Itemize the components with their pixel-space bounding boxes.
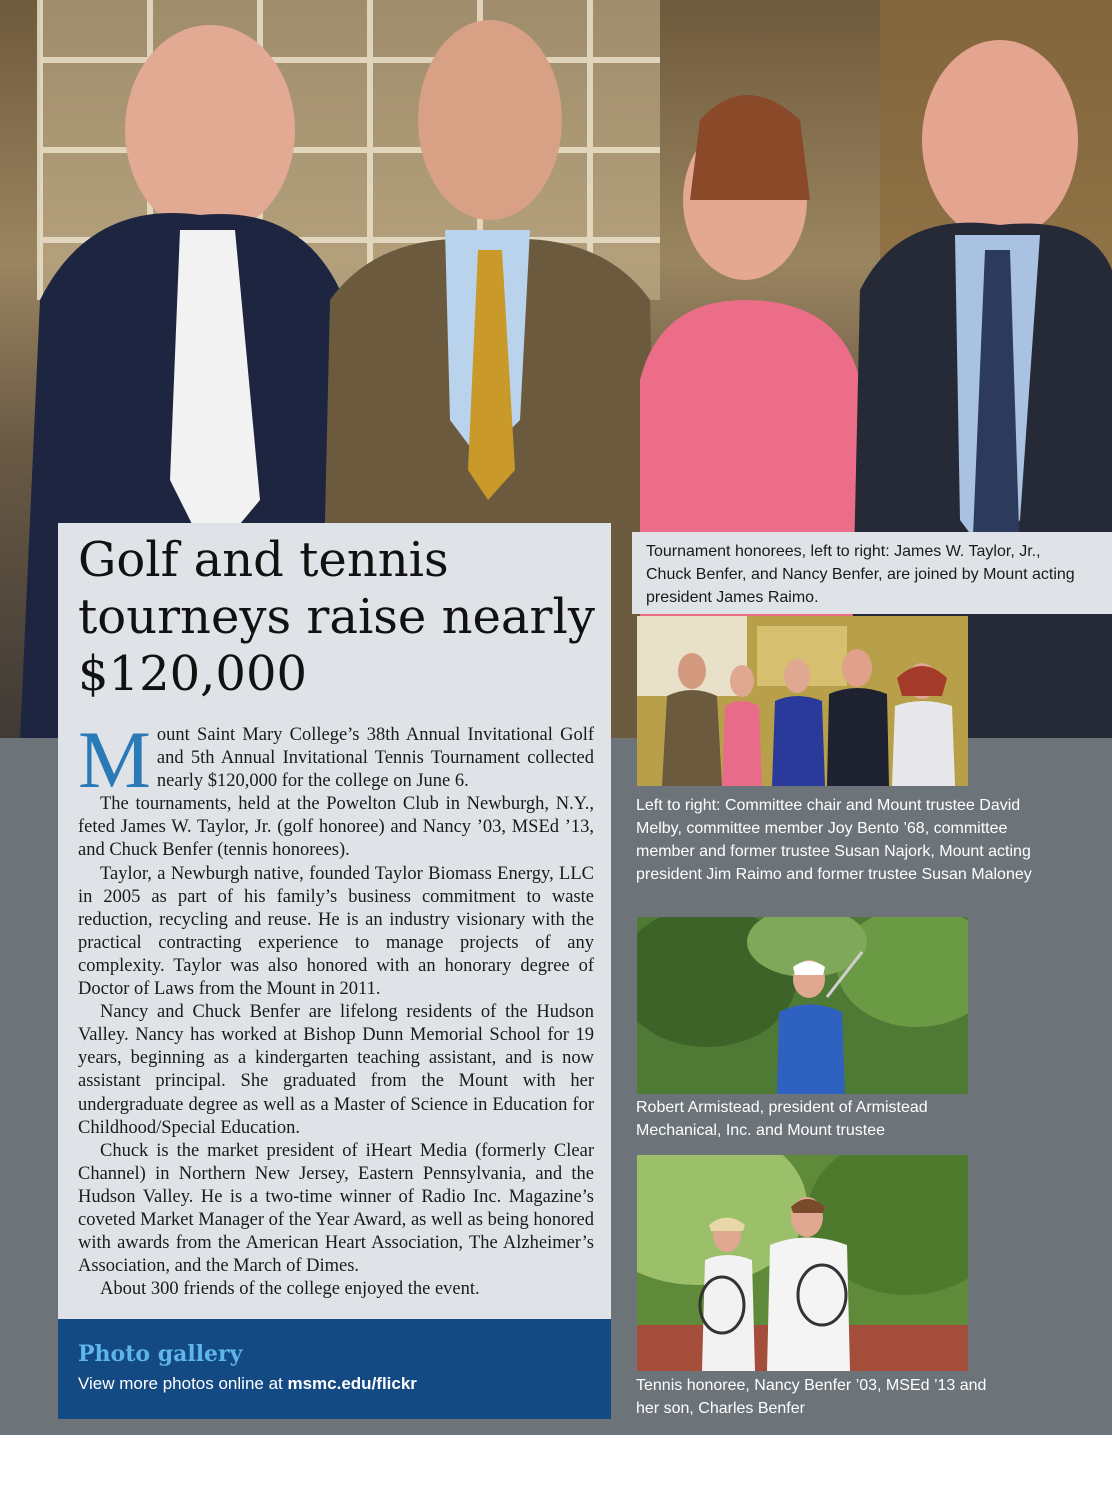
article-paragraph: Chuck is the market president of iHeart Media (formerly Clear Channel) in Northern New Jersey, Eastern Pennsylvania, and the Hudson Valley. He is a two-time winner of Radio Inc. Magazine’s coveted Market Manager of the Year Award, as well as being honored with awards from the American Heart Association, The Alzheimer’s Association, and the March of Dimes. bbox=[78, 1140, 594, 1277]
committee-photo bbox=[637, 616, 968, 786]
footer-separator: | bbox=[381, 1447, 386, 1463]
magazine-name: MOUNT SAINT MARY COLLEGE MAGAZINE bbox=[85, 1447, 378, 1463]
flickr-link[interactable]: msmc.edu/flickr bbox=[287, 1374, 417, 1393]
drop-cap: M bbox=[78, 714, 151, 805]
photo-gallery-box bbox=[58, 1319, 611, 1419]
golfer-photo-art bbox=[637, 917, 968, 1094]
tennis-caption: Tennis honoree, Nancy Benfer ’03, MSEd ’13 and her son, Charles Benfer bbox=[636, 1377, 987, 1417]
article-body bbox=[78, 714, 594, 1301]
page-footer bbox=[52, 1441, 486, 1465]
article-paragraph: About 300 friends of the college enjoyed the event. bbox=[100, 1279, 480, 1300]
photo-gallery-text: View more photos online at msmc.edu/flickr bbox=[78, 1374, 417, 1393]
committee-caption: Left to right: Committee chair and Mount trustee David Melby, committee member Joy Bento ’68, committee member and former trustee Susan Najork, Mount acting president Jim Raimo and former trustee Susan Maloney bbox=[636, 797, 1032, 883]
page-number: 40 bbox=[52, 1441, 80, 1465]
tennis-photo bbox=[637, 1155, 968, 1371]
issue-label: SUMMER 2016 bbox=[388, 1447, 487, 1463]
article-paragraph: The tournaments, held at the Powelton Club in Newburgh, N.Y., feted James W. Taylor, Jr. (golf honoree) and Nancy ’03, MSEd ’13, and Chuck Benfer (tennis honorees). bbox=[78, 794, 594, 861]
hero-caption-box bbox=[632, 532, 1112, 614]
golfer-caption: Robert Armistead, president of Armistead Mechanical, Inc. and Mount trustee bbox=[636, 1099, 928, 1139]
photo-gallery-title: Photo gallery bbox=[78, 1341, 243, 1367]
hero-caption: Tournament honorees, left to right: James W. Taylor, Jr., Chuck Benfer, and Nancy Benfer, are joined by Mount acting president James Raimo. bbox=[646, 543, 1075, 606]
article-headline: Golf and tennis tourneys raise nearly $120,000 bbox=[78, 532, 595, 702]
article-paragraph: Nancy and Chuck Benfer are lifelong residents of the Hudson Valley. Nancy has worked at Bishop Dunn Memorial School for 19 years, beginning as a kindergarten teaching assistant, and is now assistant principal. She graduated from the Mount with her undergraduate degree as well as a Master of Science in Education for Childhood/Special Education. bbox=[78, 1002, 594, 1138]
tennis-photo-art bbox=[637, 1155, 968, 1371]
article-paragraph: Mount Saint Mary College’s 38th Annual Invitational Golf and 5th Annual Invitational Tennis Tournament collected nearly $120,000 for the college on June 6. bbox=[78, 714, 594, 805]
article-paragraph: Taylor, a Newburgh native, founded Taylor Biomass Energy, LLC in 2005 as part of his family’s business commitment to waste reduction, recycling and reuse. He is an industry visionary with the practical contracting experience to manage projects of any complexity. Taylor was also honored with an honorary degree of Doctor of Laws from the Mount in 2011. bbox=[78, 863, 594, 1000]
committee-photo-art bbox=[637, 616, 968, 786]
golfer-photo bbox=[637, 917, 968, 1094]
